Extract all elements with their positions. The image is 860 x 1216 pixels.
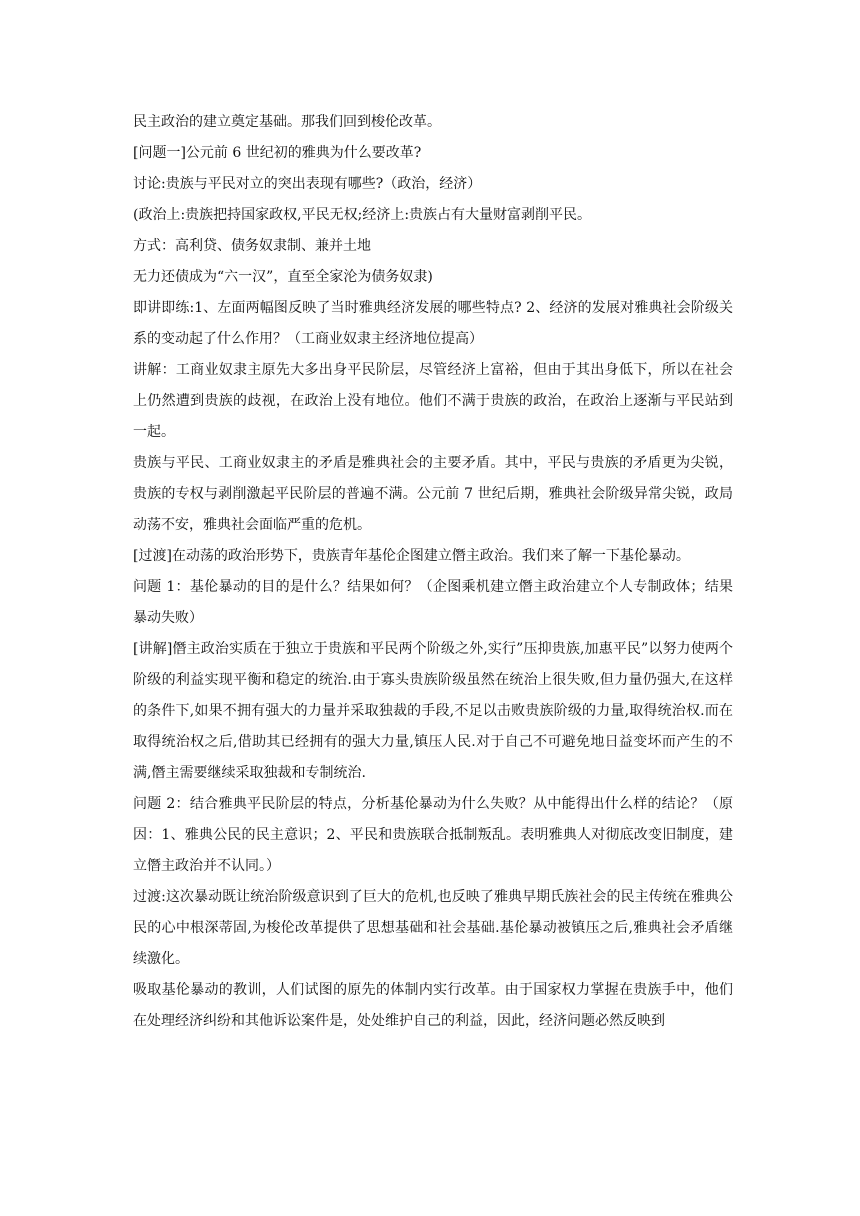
paragraph-tyranny-explanation: [讲解]僭主政治实质在于独立于贵族和平民两个阶级之外,实行”压抑贵族,加惠平民”以努力使两个阶级的利益实现平衡和稳定的统治.由于寡头贵族阶级虽然在统治上很失败,但力量仍强大,在这样的条件下,如果不拥有强大的力量并采取独裁的手段,不足以击败贵族阶级的力量,取得统治权.而在取得统治权之后,借助其已经拥有的强大力量,镇压人民.对于自己不可避免地日益变坏而产生的不满,僭主需要继续采取独裁和专制统治. xyxy=(133,641,733,781)
paragraph-question-1: 问题 1：基伦暴动的目的是什么？结果如何？（企图乘机建立僭主政治建立个人专制政体；结果暴动失败） xyxy=(133,579,733,626)
paragraph-question-one: [问题一]公元前 6 世纪初的雅典为什么要改革? xyxy=(133,145,422,161)
paragraph-politics-economy: (政治上:贵族把持国家政权,平民无权;经济上:贵族占有大量财富剥削平民。 xyxy=(133,207,592,223)
paragraph-discussion: 讨论:贵族与平民对立的突出表现有哪些?（政治，经济） xyxy=(133,176,482,192)
paragraph-practice: 即讲即练:1、左面两幅图反映了当时雅典经济发展的哪些特点? 2、经济的发展对雅典社会阶级关系的变动起了什么作用？（工商业奴隶主经济地位提高） xyxy=(133,300,733,347)
paragraph-reform-lesson: 吸取基伦暴动的教训，人们试图的原先的体制内实行改革。由于国家权力掌握在贵族手中，他们在处理经济纠纷和其他诉讼案件是，处处维护自己的利益，因此，经济问题必然反映到 xyxy=(133,982,733,1029)
paragraph-question-2: 问题 2：结合雅典平民阶层的特点，分析基伦暴动为什么失败？从中能得出什么样的结论？（原因：1、雅典公民的民主意识；2、平民和贵族联合抵制叛乱。表明雅典人对彻底改变旧制度，建立僭主政治并不认同。） xyxy=(133,796,733,874)
paragraph-explanation: 讲解：工商业奴隶主原先大多出身平民阶层，尽管经济上富裕，但由于其出身低下，所以在社会上仍然遭到贵族的歧视，在政治上没有地位。他们不满于贵族的政治，在政治上逐渐与平民站到一起。 xyxy=(133,362,733,440)
paragraph-transition-2: 过渡:这次暴动既让统治阶级意识到了巨大的危机,也反映了雅典早期氏族社会的民主传统在雅典公民的心中根深蒂固,为梭伦改革提供了思想基础和社会基础.基伦暴动被镇压之后,雅典社会矛盾继续激化。 xyxy=(133,889,733,967)
paragraph-main-conflict: 贵族与平民、工商业奴隶主的矛盾是雅典社会的主要矛盾。其中，平民与贵族的矛盾更为尖锐，贵族的专权与剥削激起平民阶层的普遍不满。公元前 7 世纪后期，雅典社会阶级异常尖锐，政局动荡不安，雅典社会面临严重的危机。 xyxy=(133,455,733,533)
document-page xyxy=(133,107,733,1037)
paragraph-debt-slavery: 无力还债成为“六一汉”，直至全家沦为债务奴隶) xyxy=(133,269,433,285)
paragraph-methods: 方式：高利贷、债务奴隶制、兼并土地 xyxy=(133,238,371,254)
paragraph-transition: [过渡]在动荡的政治形势下，贵族青年基伦企图建立僭主政治。我们来了解一下基伦暴动。 xyxy=(133,548,690,564)
paragraph-intro: 民主政治的建立奠定基础。那我们回到梭伦改革。 xyxy=(133,114,441,130)
